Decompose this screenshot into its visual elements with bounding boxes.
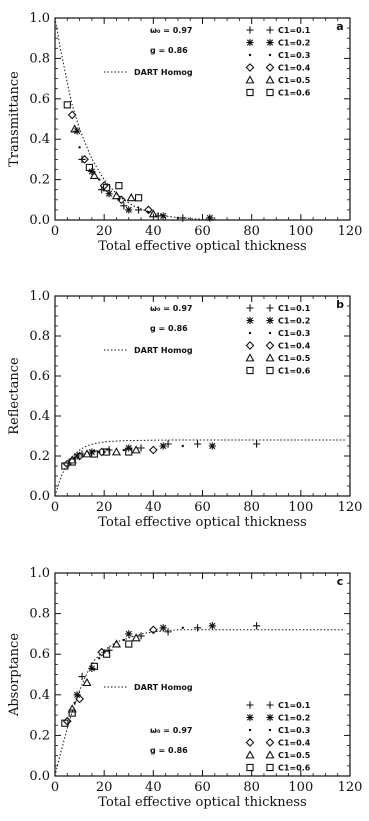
g-label: g = 0.86 xyxy=(150,324,188,333)
x-tick-label: 60 xyxy=(194,500,211,515)
y-tick-label: 0.0 xyxy=(29,213,50,228)
x-tick-label: 20 xyxy=(95,500,113,515)
data-point xyxy=(113,448,120,454)
legend-label: C1=0.3 xyxy=(278,329,311,338)
data-point xyxy=(177,217,179,219)
legend-label: C1=0.6 xyxy=(278,88,311,98)
legend-marker xyxy=(267,367,273,373)
legend-marker xyxy=(249,332,251,334)
x-tick-label: 60 xyxy=(194,224,211,239)
data-point xyxy=(128,194,135,200)
g-label: g = 0.86 xyxy=(150,746,188,755)
legend-marker xyxy=(246,39,253,46)
x-tick-label: 100 xyxy=(288,224,314,239)
legend-marker xyxy=(266,714,273,721)
y-tick-label: 0.6 xyxy=(29,369,50,384)
legend-marker xyxy=(266,304,273,311)
data-point xyxy=(253,622,260,629)
legend-marker xyxy=(266,342,273,349)
data-point xyxy=(133,634,140,640)
legend-marker xyxy=(267,89,273,95)
x-axis-title: Total effective optical thickness xyxy=(98,239,307,254)
legend-marker xyxy=(246,751,253,757)
y-tick-label: 0.4 xyxy=(29,687,50,703)
legend-marker xyxy=(246,701,253,708)
plot-frame xyxy=(55,296,350,496)
legend-label: C1=0.4 xyxy=(278,63,311,73)
omega-label: ω₀ = 0.97 xyxy=(150,304,193,313)
series-C1-0_6 xyxy=(64,102,141,201)
x-tick-label: 60 xyxy=(194,780,211,795)
data-point xyxy=(253,440,260,447)
data-point xyxy=(125,630,132,637)
x-tick-label: 0 xyxy=(50,780,60,795)
data-point xyxy=(123,639,125,641)
y-tick-label: 0.4 xyxy=(29,409,50,424)
x-tick-label: 80 xyxy=(243,224,260,239)
x-tick-label: 100 xyxy=(288,500,314,515)
legend-label: C1=0.6 xyxy=(278,366,311,376)
x-tick-label: 100 xyxy=(288,780,314,795)
y-tick-label: 0.8 xyxy=(29,51,50,67)
data-point xyxy=(73,702,75,704)
y-tick-label: 0.0 xyxy=(29,769,50,784)
series-C1-0_4 xyxy=(64,626,157,725)
x-tick-label: 20 xyxy=(95,780,113,795)
legend-marker xyxy=(266,76,273,82)
y-tick-label: 0.6 xyxy=(29,647,50,663)
data-point xyxy=(150,446,157,453)
series-C1-0_4 xyxy=(69,111,152,213)
data-point xyxy=(133,446,140,452)
legend-marker xyxy=(246,714,253,721)
legend-label: C1=0.6 xyxy=(278,763,311,773)
data-point xyxy=(74,128,81,135)
panel-c xyxy=(7,566,362,810)
data-point xyxy=(209,622,216,629)
series-C1-0_5 xyxy=(71,126,157,217)
y-axis-title: Absorptance xyxy=(7,632,22,717)
data-point xyxy=(126,641,132,647)
x-tick-label: 40 xyxy=(145,780,162,795)
data-point xyxy=(160,442,167,449)
legend-marker xyxy=(266,39,273,46)
legend-label: C1=0.2 xyxy=(278,38,311,48)
legend-label: C1=0.4 xyxy=(278,738,311,748)
y-tick-label: 0.2 xyxy=(29,728,50,744)
y-axis-title: Transmittance xyxy=(7,71,22,167)
legend-marker xyxy=(246,26,253,33)
legend-marker xyxy=(246,317,253,324)
x-tick-label: 0 xyxy=(50,500,60,515)
legend-label: C1=0.3 xyxy=(278,51,311,60)
x-tick-label: 0 xyxy=(50,224,60,239)
data-point xyxy=(88,665,95,672)
y-tick-label: 0.2 xyxy=(29,449,50,464)
legend-label: C1=0.5 xyxy=(278,76,311,85)
series-C1-0_5 xyxy=(69,634,140,712)
x-tick-label: 40 xyxy=(145,500,162,515)
panel-letter: c xyxy=(336,575,344,588)
y-tick-label: 0.8 xyxy=(29,329,50,344)
legend-label: C1=0.1 xyxy=(278,701,311,710)
data-point xyxy=(116,183,122,189)
legend-dart-label: DART Homog xyxy=(134,68,193,77)
data-point xyxy=(125,206,132,213)
legend-marker xyxy=(247,764,253,770)
data-point xyxy=(98,657,100,659)
legend-marker xyxy=(246,354,253,360)
legend-marker xyxy=(266,701,273,708)
legend-label: C1=0.5 xyxy=(278,354,311,363)
data-point xyxy=(194,624,201,631)
legend-marker xyxy=(247,89,253,95)
data-point xyxy=(113,192,120,198)
legend-marker xyxy=(266,751,273,757)
legend-marker xyxy=(246,739,253,746)
y-tick-label: 1.0 xyxy=(29,11,50,26)
data-point xyxy=(135,206,142,213)
data-point xyxy=(164,628,171,635)
y-tick-label: 1.0 xyxy=(29,289,50,304)
legend-marker xyxy=(249,729,251,731)
legend-dart-label: DART Homog xyxy=(134,346,193,355)
legend-marker xyxy=(246,304,253,311)
legend-marker xyxy=(266,354,273,360)
y-tick-label: 1.0 xyxy=(29,566,50,581)
x-axis-title: Total effective optical thickness xyxy=(98,795,307,810)
legend-label: C1=0.2 xyxy=(278,316,311,326)
data-point xyxy=(136,195,142,201)
x-tick-label: 40 xyxy=(145,224,162,239)
legend-label: C1=0.5 xyxy=(278,751,311,760)
data-point xyxy=(105,647,112,654)
legend-marker xyxy=(266,26,273,33)
legend-marker xyxy=(246,76,253,82)
series-C1-0_6 xyxy=(62,449,132,469)
legend-label: C1=0.2 xyxy=(278,713,311,723)
data-point xyxy=(64,102,70,108)
legend-label: C1=0.3 xyxy=(278,726,311,735)
legend-marker xyxy=(269,729,271,731)
x-tick-label: 120 xyxy=(337,224,363,239)
y-tick-label: 0.6 xyxy=(29,91,50,107)
data-point xyxy=(160,212,167,219)
panel-b xyxy=(7,289,362,530)
legend-marker xyxy=(269,54,271,56)
dart-homog-curve xyxy=(55,440,345,496)
y-tick-label: 0.2 xyxy=(29,172,50,188)
data-point xyxy=(209,442,216,449)
omega-label: ω₀ = 0.97 xyxy=(150,26,193,35)
data-point xyxy=(182,445,184,447)
dart-homog-curve xyxy=(55,18,215,220)
x-tick-label: 120 xyxy=(337,500,363,515)
x-tick-label: 80 xyxy=(243,500,260,515)
omega-label: ω₀ = 0.97 xyxy=(150,726,193,735)
y-tick-label: 0.0 xyxy=(29,489,50,504)
data-point xyxy=(182,627,184,629)
data-point xyxy=(160,624,167,631)
legend-marker xyxy=(269,332,271,334)
data-point xyxy=(62,463,68,469)
y-axis-title: Reflectance xyxy=(7,357,22,435)
data-point xyxy=(105,446,112,453)
legend-marker xyxy=(246,64,253,71)
x-tick-label: 80 xyxy=(243,780,260,795)
panel-letter: a xyxy=(336,20,344,33)
legend-marker xyxy=(246,342,253,349)
legend-label: C1=0.1 xyxy=(278,304,311,313)
x-tick-label: 20 xyxy=(95,224,113,239)
series-C1-0_2 xyxy=(74,128,214,222)
data-point xyxy=(62,720,68,726)
data-point xyxy=(69,111,76,118)
legend-marker xyxy=(266,64,273,71)
x-axis-title: Total effective optical thickness xyxy=(98,515,307,530)
data-point xyxy=(123,449,125,451)
y-tick-label: 0.8 xyxy=(29,606,50,622)
legend-marker xyxy=(266,317,273,324)
panel-a xyxy=(7,11,362,254)
data-point xyxy=(78,146,80,148)
g-label: g = 0.86 xyxy=(150,46,188,55)
data-point xyxy=(194,440,201,447)
data-point xyxy=(206,214,213,221)
panel-letter: b xyxy=(336,298,344,311)
legend-dart-label: DART Homog xyxy=(134,683,193,692)
x-tick-label: 120 xyxy=(337,780,363,795)
series-C1-0_3 xyxy=(73,627,184,705)
y-tick-label: 0.4 xyxy=(29,132,50,148)
legend-label: C1=0.4 xyxy=(278,341,311,351)
legend-marker xyxy=(266,739,273,746)
data-point xyxy=(78,156,85,163)
legend-marker xyxy=(249,54,251,56)
series-C1-0_6 xyxy=(62,641,132,726)
legend-marker xyxy=(247,367,253,373)
legend-marker xyxy=(267,764,273,770)
data-point xyxy=(64,718,71,725)
data-point xyxy=(83,679,90,685)
legend-label: C1=0.1 xyxy=(278,26,311,35)
